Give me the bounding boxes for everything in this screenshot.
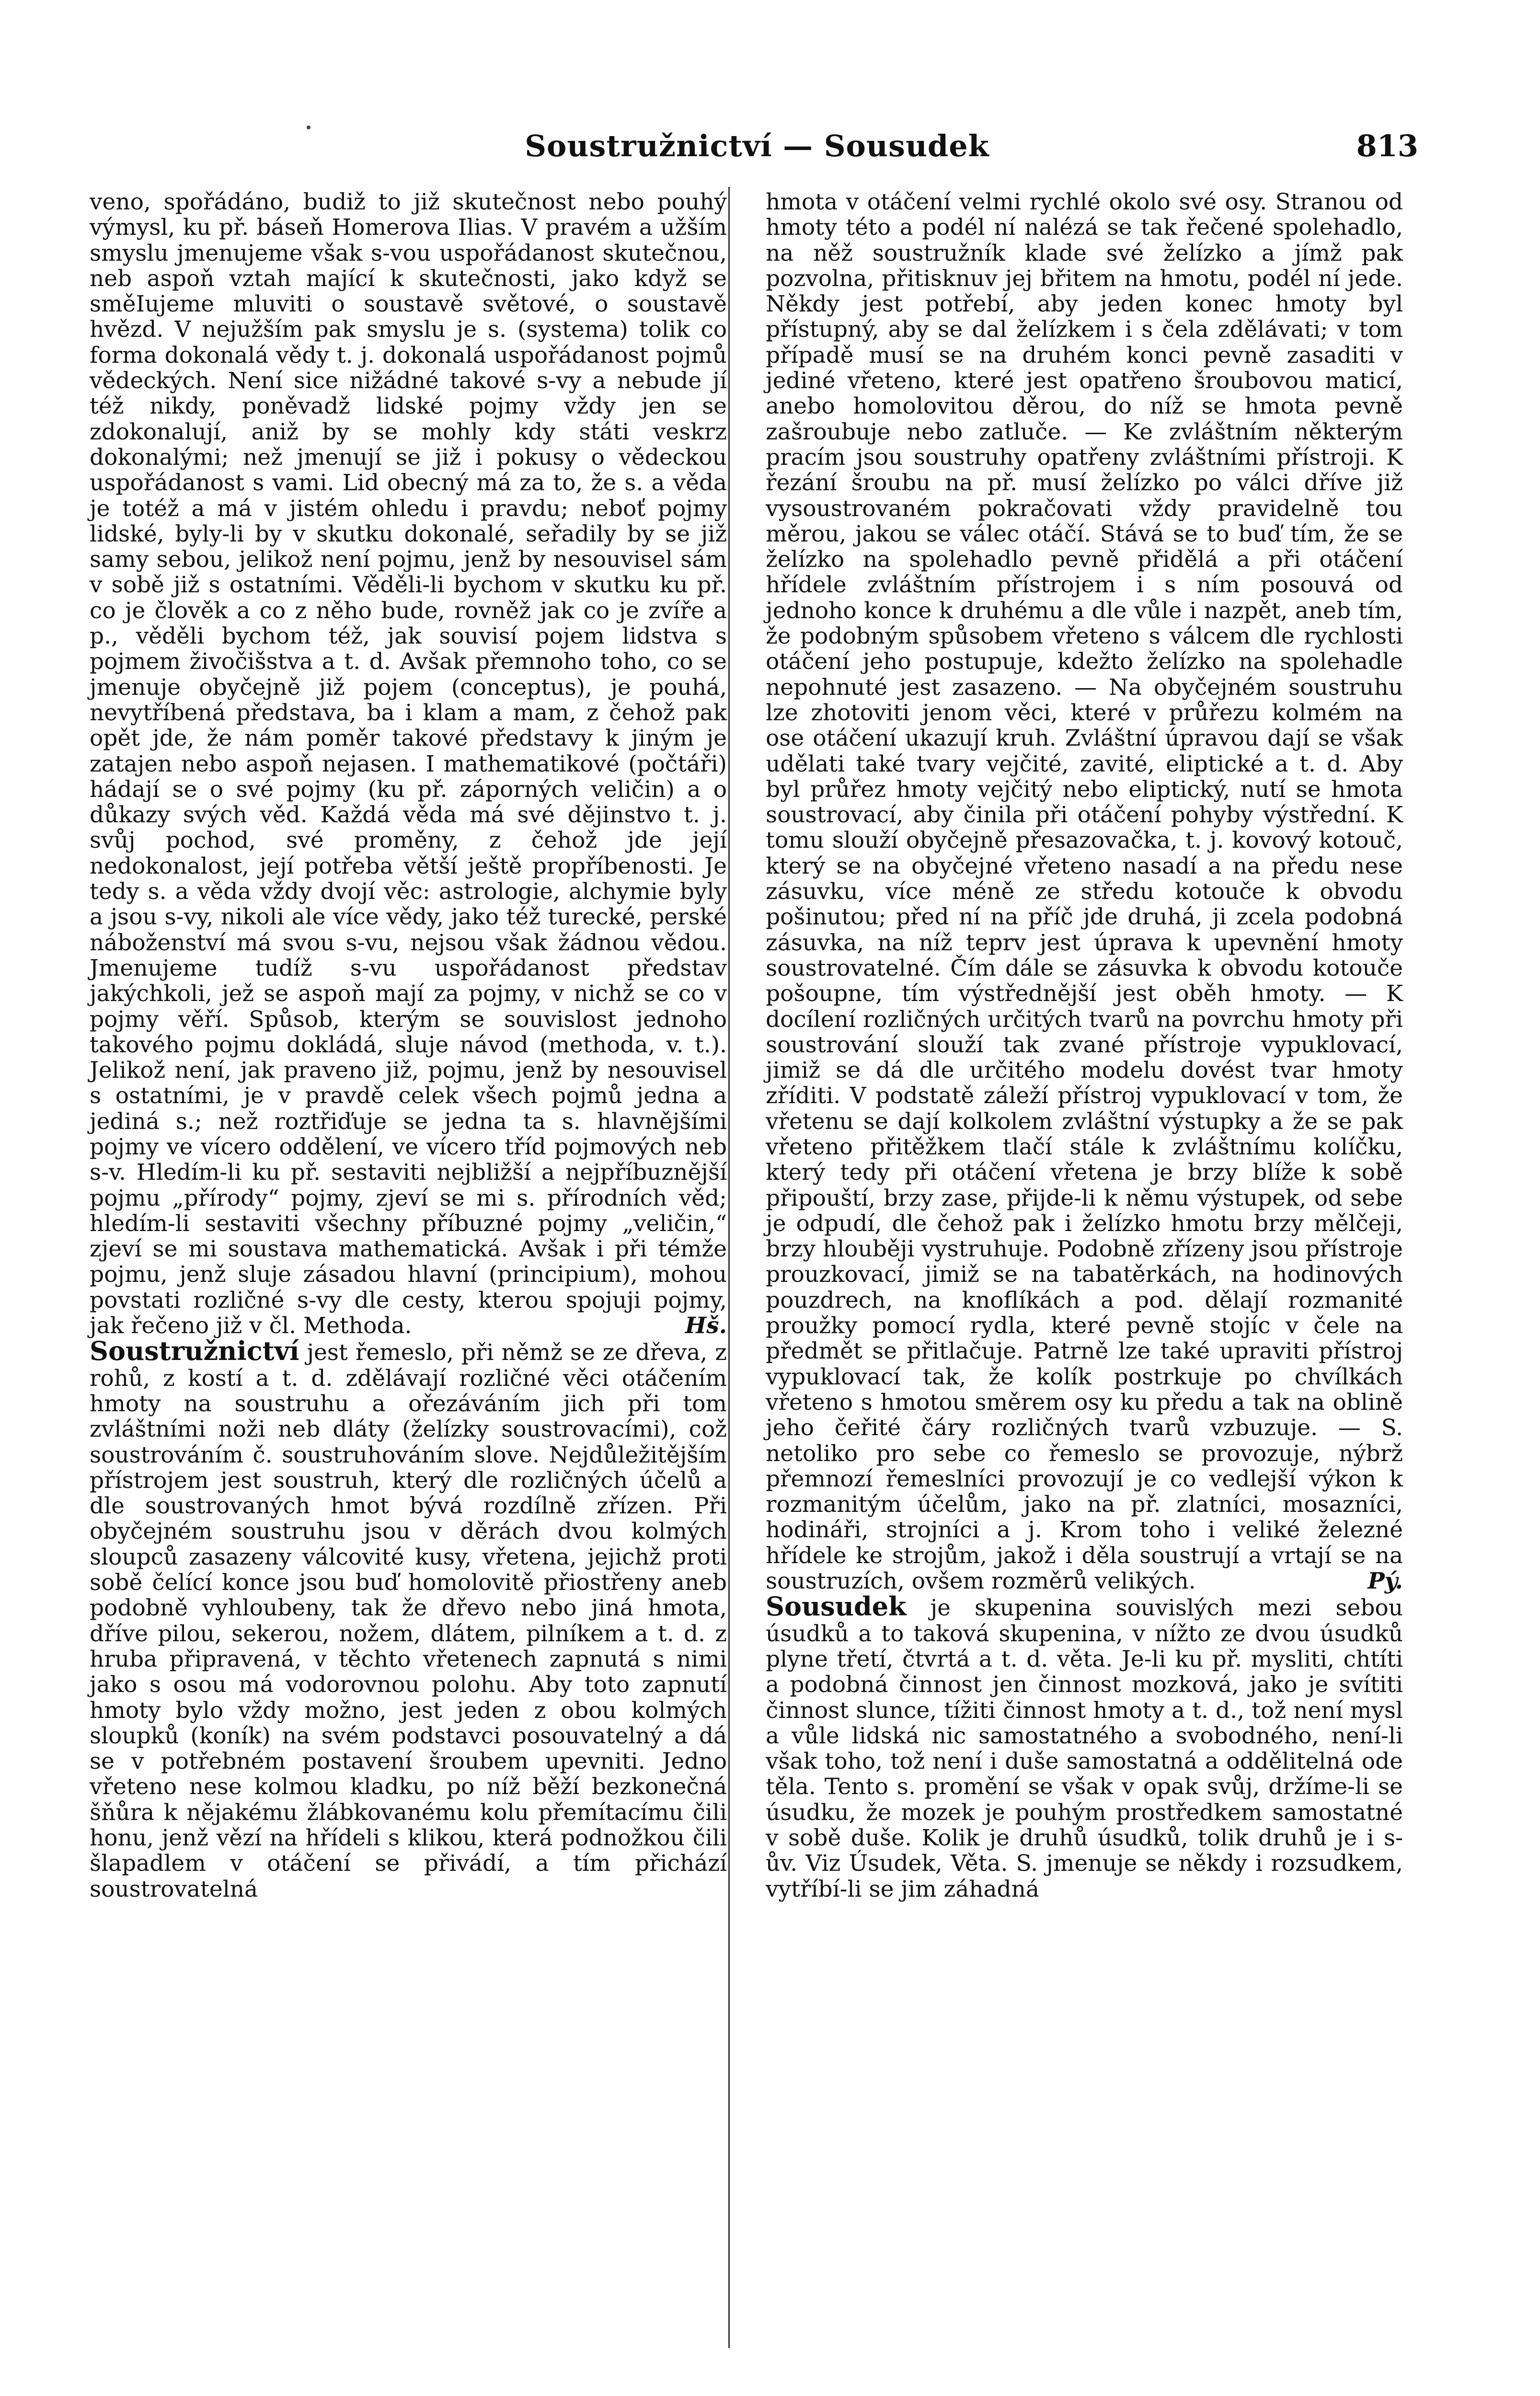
entry-soustruznictvi-continued — [766, 189, 1403, 1594]
paragraph-text: veno, spořádáno, budiž to již skutečnost nebo pouhý výmysl, ku př. báseň Homerova Ilias. V pravém a užším smyslu jmenujeme však s-vou uspořádanost skutečnou, neb aspoň vztah mající k skutečnosti, jako když se směIujeme mluviti o soustavě světové, o soustavě hvězd. V nejužším pak smyslu je s. (systema) tolik co forma dokonalá vědy t. j. dokonalá uspořádanost pojmů vědeckých. Není sice nižádné takové s-vy a nebude jí též nikdy, poněvadž lidské pojmy vždy jen se zdokonalují, aniž by se mohly kdy státi veskrz dokonalými; než jmenují se již i pokusy o vědeckou uspořádanost s vami. Lid obecný má za to, že s. a věda je totéž a má v jistém ohledu i pravdu; neboť pojmy lidské, byly-li by v skutku dokonalé, seřadily by se již samy sebou, jelikož není pojmu, jenž by nesouvisel sám v sobě již s ostatními. Věděli-li bychom v skutku ku př. co je člověk a co z něho bude, rovněž jak co je zvíře a p., věděli bychom též, jak souvisí pojem lidstva s pojmem živočišstva a t. d. Avšak přemnoho toho, co se jmenuje obyčejně již pojem (conceptus), je pouhá, nevytříbená představa, ba i klam a mam, z čehož pak opět jde, že nám poměr takové představy k jiným je zatajen nebo aspoň nejasen. I mathematikové (počtáři) hádají se o své pojmy (ku př. záporných veličin) a o důkazy svých věd. Každá věda má své dějinstvo t. j. svůj pochod, své proměny, z čehož jde její nedokonalost, její potřeba větší ještě propříbenosti. Je tedy s. a věda vždy dvojí věc: astrologie, alchymie byly a jsou s-vy, nikoli ale více vědy, jako též turecké, perské náboženství má svou s-vu, nejsou však žádnou vědou. Jmenujeme tudíž s-vu uspořádanost představ jakýchkoli, jež se aspoň mají za pojmy, v nichž se co v pojmy věří. Spůsob, kterým se souvislost jednoho takového pojmu dokládá, sluje návod (methoda, v. t.). Jelikož není, jak praveno již, pojmu, jenž by nesouvisel s ostatními, je v pravdě celek všech pojmů jedna a jediná s.; než roztřiďuje se jedna ta s. hlavnějšími pojmy ve vícero oddělení, ve vícero tříd pojmových neb s-v. Hledím-li ku př. sestaviti nejbližší a nejpříbuznější pojmu „přírody“ pojmy, zjeví se mi s. přírodních věd; hledím-li sestaviti všechny příbuzné pojmy „veličin,“ zjeví se mi soustava mathematická. Avšak i při témže pojmu, jenž sluje zásadou hlavní (principium), mohou povstati rozličné s-vy dle cesty, kterou spojuji pojmy, jak řečeno již v čl. Methoda. — [90, 189, 727, 1339]
page-header — [96, 128, 1418, 167]
author-signature: Pý. — [1368, 1568, 1403, 1595]
entry-title: Soustružnictví — [90, 1336, 299, 1367]
page-number: 813 — [1356, 128, 1418, 163]
author-signature: Hš. — [685, 1313, 727, 1339]
entry-text: jest řemeslo, při němž se ze dřeva, z rohů, z kostí a t. d. zdělávají rozličné věci otáčením hmoty na soustruhu a ořezáváním jich při tom zvláštními noži neb dláty (želízky soustrovacími), což soustrováním č. soustruhováním slove. Nejdůležitějším přístrojem jest soustruh, který dle rozličných účelů a dle soustrovaných hmot bývá rozdílně zřízen. Při obyčejném soustruhu jsou v děrách dvou kolmých sloupců zasazeny válcovité kusy, vřetena, jejichž proti sobě čelící konce jsou buď homolovitě přiostřeny aneb podobně vyhloubeny, tak že dřevo nebo jiná hmota, dříve pilou, sekerou, nožem, dlátem, pilníkem a t. d. z hruba připravená, v těchto vřetenech zapnutá s nimi jako s osou má vodorovnou polohu. Aby toto zapnutí hmoty bylo vždy možno, jest jeden z obou kolmých sloupků (koník) na svém podstavci posouvatelný a dá se v potřebném postavení šroubem upevniti. Jedno vřeteno nese kolmou kladku, po níž běží bezkonečná šňůra k nějakému žlábkovanému kolu přemítacímu čili honu, jenž vězí na hřídeli s klikou, která podnožkou čili šlapadlem v otáčení se přivádí, a tím přichází soustrovatelná — [90, 1339, 727, 1902]
running-head: Soustružnictví — Sousudek — [525, 128, 989, 163]
print-speck — [307, 126, 310, 129]
column-divider — [728, 187, 730, 2348]
right-column — [766, 189, 1403, 1902]
entry-soustava-continued — [90, 189, 727, 1338]
entry-title: Sousudek — [766, 1591, 907, 1622]
entry-sousudek — [766, 1591, 1403, 1902]
left-column — [90, 189, 727, 1902]
entry-soustruznictvi — [90, 1338, 727, 1902]
paragraph-text: hmota v otáčení velmi rychlé okolo své osy. Stranou od hmoty této a podél ní nalézá se tak řečené spolehadlo, na něž soustružník klade své želízko a jímž pak pozvolna, přitisknuv jej břitem na hmotu, podél ní jede. Někdy jest potřebí, aby jeden konec hmoty byl přístupný, aby se dal želízkem i s čela zdělávati; v tom případě musí se na druhém konci pevně zasaditi v jediné vřeteno, které jest opatřeno šroubovou maticí, anebo homolovitou děrou, do níž se hmota pevně zašroubuje nebo zatluče. — Ke zvláštním některým pracím jsou soustruhy opatřeny zvláštními přístroji. K řezání šroubu na př. musí želízko po válci dříve již vysoustrovaném pokračovati vždy pravidelně tou měrou, jakou se válec otáčí. Stává se to buď tím, že se želízko na spolehadlo pevně přidělá a při otáčení hřídele zvláštním přístrojem i s ním posouvá od jednoho konce k druhému a dle vůle i nazpět, aneb tím, že podobným spůsobem vřeteno s válcem dle rychlosti otáčení jeho postupuje, kdežto želízko na spolehadle nepohnuté jest zasazeno. — Na obyčejném soustruhu lze zhotoviti jenom věci, které v průřezu kolmém na ose otáčení ukazují kruh. Zvláštní úpravou dají se však udělati také tvary vejčité, zavité, eliptické a t. d. Aby byl průřez hmoty vejčitý nebo eliptický, nutí se hmota soustrovací, aby činila při otáčení pohyby výstřední. K tomu slouží obyčejně přesazovačka, t. j. kovový kotouč, který se na obyčejné vřeteno nasadí a na předu nese zásuvku, více méně ze středu kotouče k obvodu pošinutou; před ní na příč jde druhá, ji zcela podobná zásuvka, na níž teprv jest úprava k upevnění hmoty soustrovatelné. Čím dále se zásuvka k obvodu kotouče pošoupne, tím výstřednější jest oběh hmoty. — K docílení rozličných určitých tvarů na povrchu hmoty při soustrování slouží tak zvané přístroje vypuklovací, jimiž se dá dle určitého modelu dovést tvar hmoty zříditi. V podstatě záleží přístroj vypuklovací v tom, že vřetenu se dají kolkolem zvláštní výstupky a že se pak vřeteno přitěžkem tlačí stále k zvláštnímu kolíčku, který tedy při otáčení vřetena je brzy blíže k sobě připouští, brzy zase, přijde-li k němu výstupek, od sebe je odpudí, dle čehož pak i želízko hmotu brzy mělčeji, brzy hlouběji vystruhuje. Podobně zřízeny jsou přístroje prouzkovací, jimiž se na tabatěrkách, na hodinových pouzdrech, na knoflíkách a pod. dělají rozmanité proužky pomocí rydla, které pevně stojíc v čele na předmět se přitlačuje. Patrně lze také upraviti přístroj vypuklovací tak, že kolík postrkuje po chvílkách vřeteno s hmotou směrem osy ku předu a tak na oblině jeho čeřité čáry rozličných tvarů vzbuzuje. — S. netoliko pro sebe co řemeslo se provozuje, nýbrž přemnozí řemeslníci provozují je co vedlejší výkon k rozmanitým účelům, jako na př. zlatníci, mosazníci, hodináři, strojníci a j. Krom toho i veliké železné hřídele ke strojům, jakož i děla soustrují a vrtají se na soustruzích, ovšem rozměrů velikých. — [766, 189, 1403, 1595]
entry-text: je skupenina souvislých mezi sebou úsudků a to taková skupenina, v nížto ze dvou úsudků plyne třetí, čtvrtá a t. d. věta. Je-li ku př. mysliti, chtíti a podobná činnost jen činnost mozková, jako je svítiti činnost slunce, tížiti činnost hmoty a t. d., tož není mysl a vůle lidská nic samostatného a svobodného, není-li však toho, tož není i duše samostatná a oddělitelná ode těla. Tento s. promění se však v opak svůj, držíme-li se úsudku, že mozek je pouhým prostředkem samostatné v sobě duše. Kolik je druhů úsudků, tolik druhů je i s-ův. Viz Úsudek, Věta. S. jmenuje se někdy i rozsudkem, vytříbí-li se jim záhadná — [766, 1595, 1403, 1902]
